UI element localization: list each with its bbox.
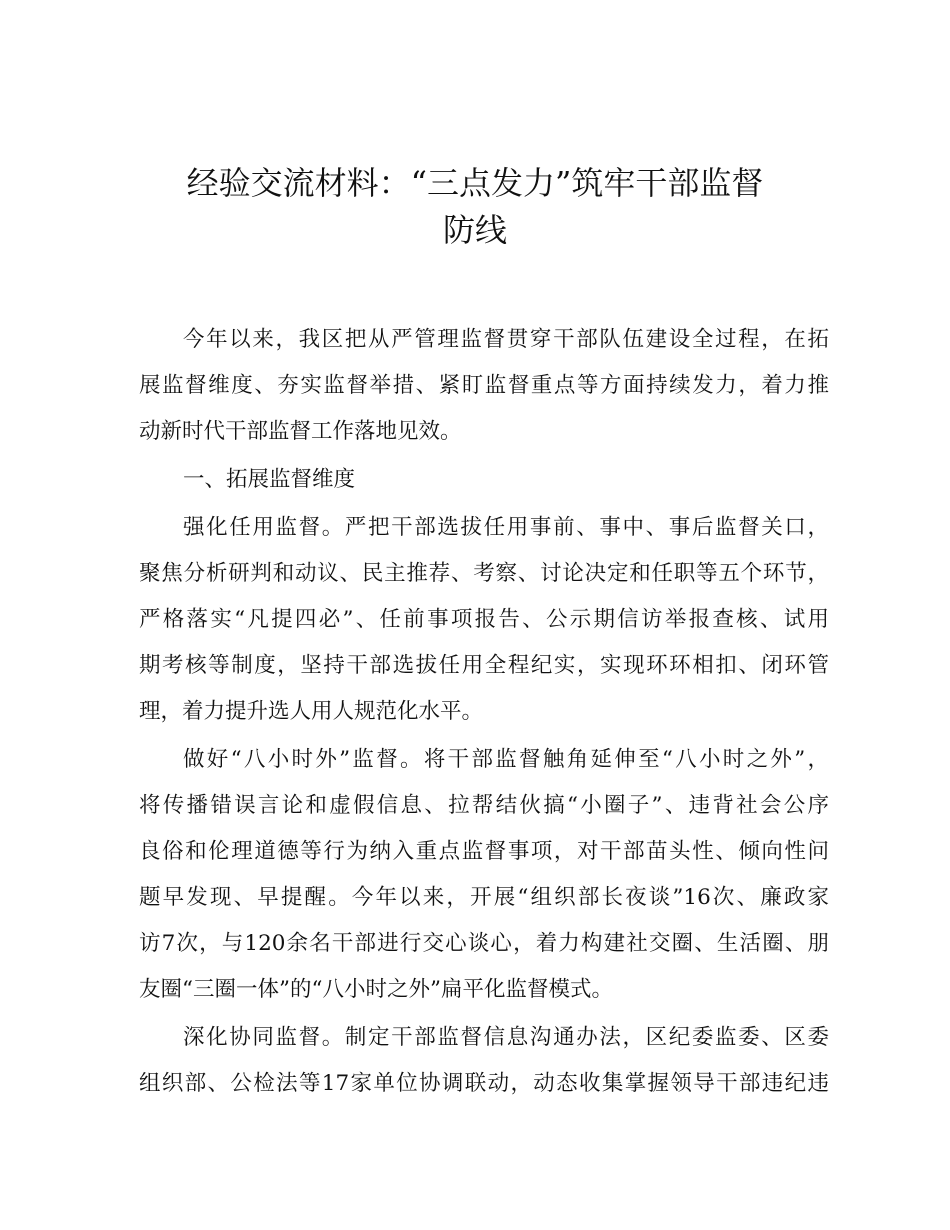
text-line: 聚焦分析研判和动议、民主推荐、考察、讨论决定和任职等五个环节， (139, 561, 829, 586)
text-line: 访7次，与120余名干部进行交心谈心，着力构建社交圈、生活圈、朋 (139, 931, 829, 956)
text-line: 严格落实“凡提四必”、任前事项报告、公示期信访举报查核、试用 (139, 607, 829, 632)
paragraph (139, 505, 829, 735)
text-line: 友圈“三圈一体”的“八小时之外”扁平化监督模式。 (139, 977, 613, 1002)
text-line: 强化任用监督。严把干部选拔任用事前、事中、事后监督关口， (183, 515, 829, 540)
text-line: 动新时代干部监督工作落地见效。 (139, 419, 462, 444)
paragraph (139, 317, 829, 455)
section-heading (139, 457, 829, 503)
text-line: 理，着力提升选人用人规范化水平。 (139, 699, 484, 724)
text-line: 深化协同监督。制定干部监督信息沟通办法，区纪委监委、区委 (183, 1025, 829, 1050)
text-line: 一、拓展监督维度 (183, 467, 356, 492)
title-line-1: 经验交流材料：“三点发力”筑牢干部监督 (186, 164, 764, 202)
title-line-2: 防线 (442, 211, 507, 249)
text-line: 将传播错误言论和虚假信息、拉帮结伙搞“小圈子”、违背社会公序 (139, 793, 829, 818)
document-body (139, 317, 829, 1109)
text-line: 今年以来，我区把从严管理监督贯穿干部队伍建设全过程，在拓 (183, 327, 829, 352)
text-line: 良俗和伦理道德等行为纳入重点监督事项，对干部苗头性、倾向性问 (139, 839, 829, 864)
paragraph (139, 737, 829, 1013)
text-line: 做好“八小时外”监督。将干部监督触角延伸至“八小时之外”， (183, 747, 829, 772)
text-line: 组织部、公检法等17家单位协调联动，动态收集掌握领导干部违纪违 (139, 1071, 829, 1096)
paragraph (139, 1015, 829, 1107)
text-line: 期考核等制度，坚持干部选拔任用全程纪实，实现环环相扣、闭环管 (139, 653, 829, 678)
text-line: 展监督维度、夯实监督举措、紧盯监督重点等方面持续发力，着力推 (139, 373, 829, 398)
text-line: 题早发现、早提醒。今年以来，开展“组织部长夜谈”16次、廉政家 (139, 885, 829, 910)
document-title (0, 160, 950, 254)
